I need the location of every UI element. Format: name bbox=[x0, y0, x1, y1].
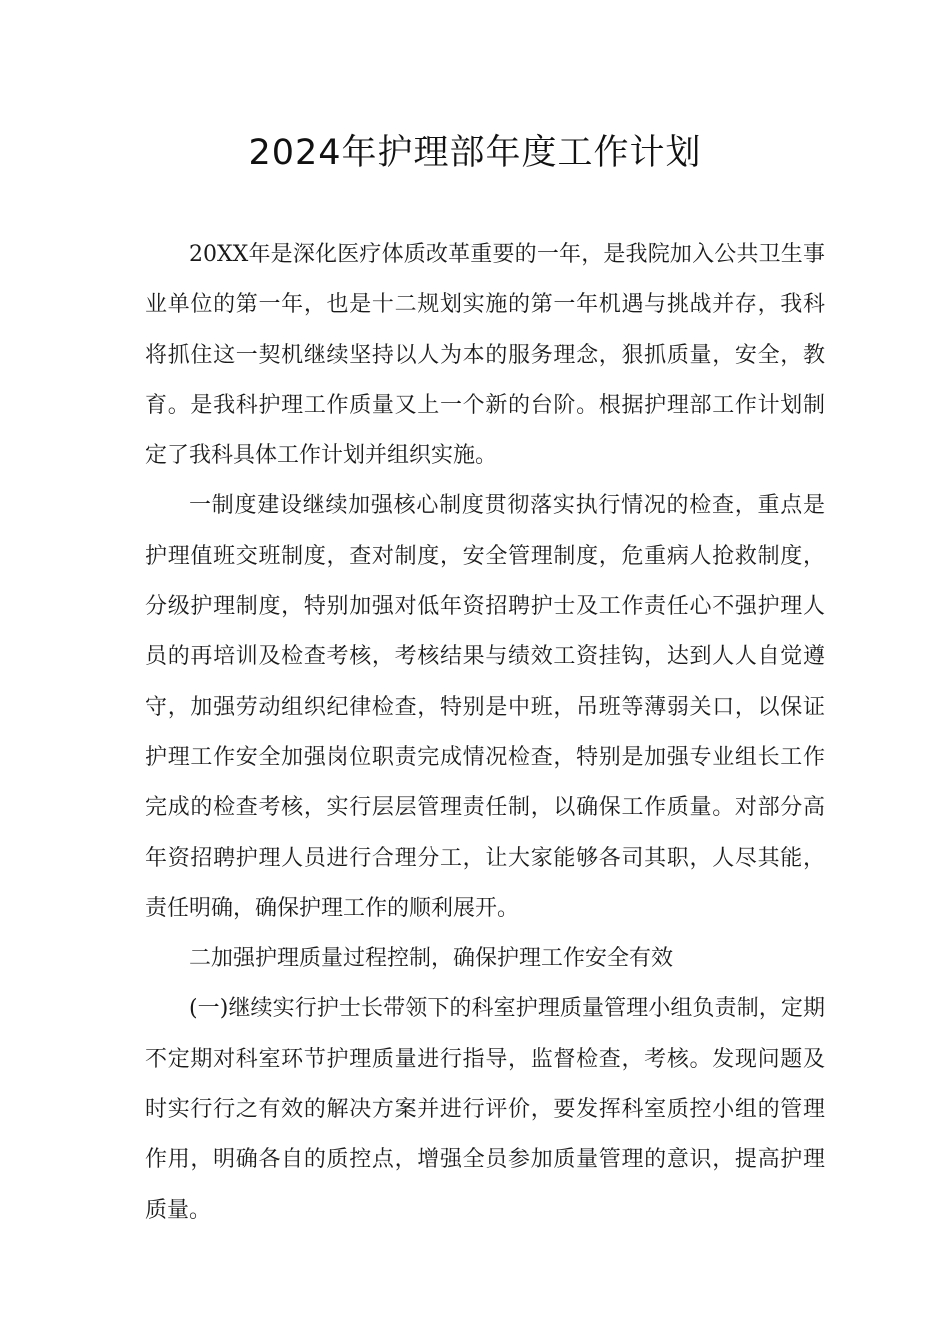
paragraph-quality-management: (一)继续实行护士长带领下的科室护理质量管理小组负责制，定期不定期对科室环节护理质量进行指导，监督检查，考核。发现问题及时实行行之有效的解决方案并进行评价，要发挥科室质控小组的管理作用，明确各自的质控点，增强全员参加质量管理的意识，提高护理质量。 bbox=[145, 996, 825, 1223]
paragraph-intro: 20XX年是深化医疗体质改革重要的一年，是我院加入公共卫生事业单位的第一年，也是十二规划实施的第一年机遇与挑战并存，我科将抓住这一契机继续坚持以人为本的服务理念，狠抓质量，安全，教育。是我科护理工作质量又上一个新的台阶。根据护理部工作计划制定了我科具体工作计划并组织实施。 bbox=[145, 242, 825, 469]
document-body bbox=[145, 230, 825, 1236]
paragraph-section-heading: 二加强护理质量过程控制，确保护理工作安全有效 bbox=[189, 946, 674, 972]
paragraph-system-construction: 一制度建设继续加强核心制度贯彻落实执行情况的检查，重点是护理值班交班制度，查对制度，安全管理制度，危重病人抢救制度，分级护理制度，特别加强对低年资招聘护士及工作责任心不强护理人员的再培训及检查考核，考核结果与绩效工资挂钩，达到人人自觉遵守，加强劳动组织纪律检查，特别是中班，吊班等薄弱关口，以保证护理工作安全加强岗位职责完成情况检查，特别是加强专业组长工作完成的检查考核，实行层层管理责任制，以确保工作质量。对部分高年资招聘护理人员进行合理分工，让大家能够各司其职，人尽其能，责任明确，确保护理工作的顺利展开。 bbox=[145, 493, 825, 921]
document-title: 2024年护理部年度工作计划 bbox=[248, 133, 702, 173]
